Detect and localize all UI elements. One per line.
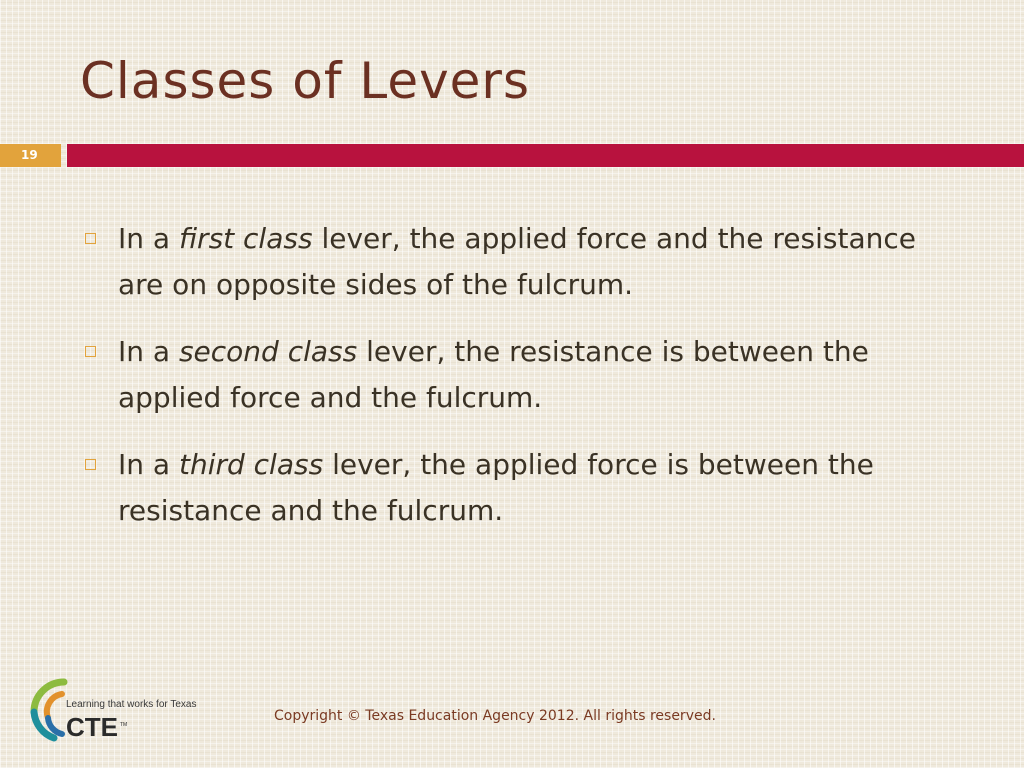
bullet-emphasis: third class — [178, 448, 324, 481]
bullet-text-prefix: In a — [118, 222, 179, 255]
bullet-text-prefix: In a — [118, 448, 179, 481]
bullet-square-icon — [85, 459, 96, 470]
logo-trademark: TM — [120, 722, 128, 728]
bullet-emphasis: second class — [178, 335, 358, 368]
bullet-text-prefix: In a — [118, 335, 179, 368]
bullet-text-suffix: lever, the applied force and the resistance are on opposite sides of the fulcrum. — [118, 222, 916, 301]
bullet-emphasis: first class — [178, 222, 313, 255]
copyright-notice: Copyright © Texas Education Agency 2012. All rights reserved. — [274, 708, 716, 724]
logo-wordmark: CTE — [66, 712, 118, 742]
bullet-square-icon — [85, 346, 96, 357]
bullet-third-class — [80, 442, 960, 534]
cte-logo — [24, 674, 224, 746]
slide-title: Classes of Levers — [80, 52, 531, 110]
bullet-second-class — [80, 329, 960, 421]
bullet-first-class — [80, 216, 960, 308]
bullet-text-suffix: lever, the applied force is between the resistance and the fulcrum. — [118, 448, 874, 527]
slide-number: 19 — [0, 144, 61, 167]
bullet-square-icon — [85, 233, 96, 244]
bullet-text-suffix: lever, the resistance is between the applied force and the fulcrum. — [118, 335, 869, 414]
logo-arc-orange — [47, 694, 62, 718]
logo-arc-blue — [48, 718, 62, 734]
title-accent-bar — [67, 144, 1024, 167]
bullet-list — [80, 216, 960, 555]
logo-tagline: Learning that works for Texas — [66, 699, 197, 710]
